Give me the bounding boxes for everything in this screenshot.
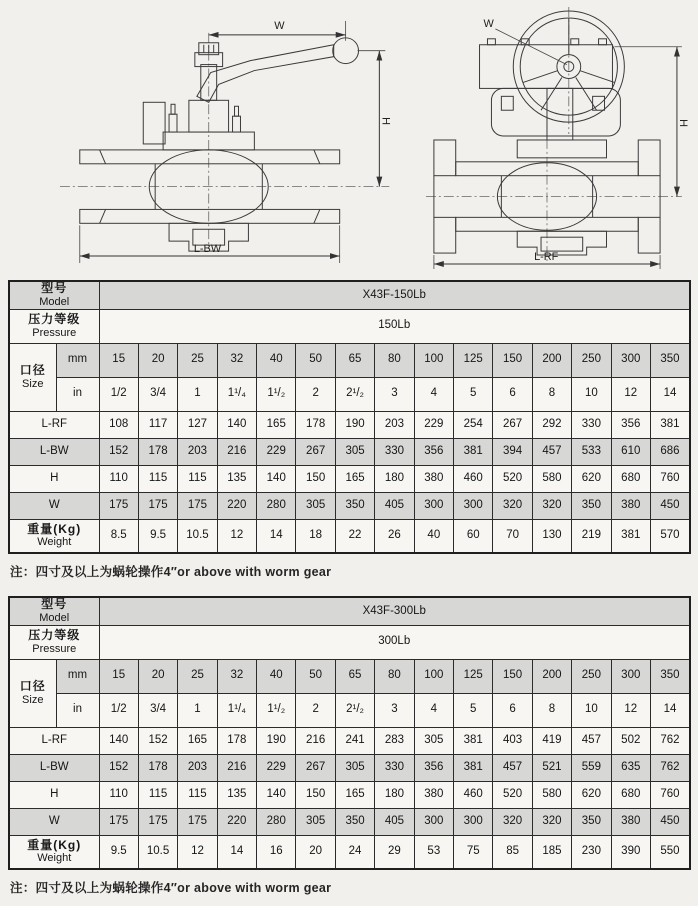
value-cell: 203 xyxy=(178,438,217,465)
size-in-cell: 1/2 xyxy=(99,693,138,727)
value-cell: 175 xyxy=(178,808,217,835)
value-cell: 175 xyxy=(99,492,138,519)
value-cell: 305 xyxy=(335,754,374,781)
value-cell: 380 xyxy=(414,781,453,808)
model-header-cell: 型号 Model xyxy=(9,597,99,625)
value-cell: 390 xyxy=(611,835,650,869)
size-mm-cell: 32 xyxy=(217,659,256,693)
valve-body-top-wall xyxy=(80,150,340,164)
value-cell: 762 xyxy=(650,754,690,781)
value-cell: 14 xyxy=(257,519,296,553)
value-cell: 178 xyxy=(138,754,177,781)
value-cell: 520 xyxy=(493,781,532,808)
size-in-cell: 3/4 xyxy=(138,377,177,411)
value-cell: 178 xyxy=(296,411,335,438)
value-cell: 70 xyxy=(493,519,532,553)
value-cell: 152 xyxy=(99,438,138,465)
value-cell: 457 xyxy=(493,754,532,781)
size-mm-cell: 50 xyxy=(296,343,335,377)
size-mm-cell: 250 xyxy=(572,343,611,377)
value-cell: 267 xyxy=(296,438,335,465)
value-cell: 350 xyxy=(572,808,611,835)
size-in-cell: 3/4 xyxy=(138,693,177,727)
size-mm-cell: 50 xyxy=(296,659,335,693)
value-cell: 40 xyxy=(414,519,453,553)
handle-knob xyxy=(333,38,359,64)
value-cell: 381 xyxy=(454,727,493,754)
value-cell: 165 xyxy=(178,727,217,754)
size-in-cell: 5 xyxy=(454,377,493,411)
value-cell: 229 xyxy=(414,411,453,438)
size-mm-cell: 350 xyxy=(650,659,690,693)
value-cell: 175 xyxy=(99,808,138,835)
value-cell: 135 xyxy=(217,465,256,492)
value-cell: 380 xyxy=(611,492,650,519)
row-label-cell: L-RF xyxy=(9,411,99,438)
row-label-cell: L-BW xyxy=(9,438,99,465)
value-cell: 190 xyxy=(335,411,374,438)
value-cell: 300 xyxy=(414,492,453,519)
value-cell: 521 xyxy=(532,754,571,781)
value-cell: 686 xyxy=(650,438,690,465)
value-cell: 115 xyxy=(178,781,217,808)
size-in-cell: 8 xyxy=(532,693,571,727)
size-in-cell: 14 xyxy=(650,693,690,727)
value-cell: 10.5 xyxy=(138,835,177,869)
value-cell: 180 xyxy=(375,465,414,492)
spec-table xyxy=(8,596,691,870)
size-in-cell: 5 xyxy=(454,693,493,727)
value-cell: 115 xyxy=(178,465,217,492)
value-cell: 330 xyxy=(375,754,414,781)
value-cell: 117 xyxy=(138,411,177,438)
value-cell: 267 xyxy=(296,754,335,781)
size-mm-cell: 300 xyxy=(611,659,650,693)
value-cell: 300 xyxy=(454,492,493,519)
value-cell: 185 xyxy=(532,835,571,869)
value-cell: 127 xyxy=(178,411,217,438)
dim-label-lbw: L-BW xyxy=(193,243,222,256)
size-mm-cell: 65 xyxy=(335,659,374,693)
value-cell: 305 xyxy=(296,808,335,835)
model-value-cell: X43F-150Lb xyxy=(99,281,690,309)
value-cell: 254 xyxy=(454,411,493,438)
stop-bracket xyxy=(143,102,165,144)
value-cell: 110 xyxy=(99,781,138,808)
size-mm-cell: 65 xyxy=(335,343,374,377)
pressure-value-cell: 150Lb xyxy=(99,309,690,343)
value-cell: 130 xyxy=(532,519,571,553)
value-cell: 140 xyxy=(217,411,256,438)
value-cell: 502 xyxy=(611,727,650,754)
value-cell: 135 xyxy=(217,781,256,808)
value-cell: 520 xyxy=(493,465,532,492)
value-cell: 394 xyxy=(493,438,532,465)
size-mm-cell: 125 xyxy=(454,659,493,693)
row-label-cell: L-RF xyxy=(9,727,99,754)
left-flange xyxy=(434,140,456,176)
value-cell: 350 xyxy=(335,808,374,835)
value-cell: 762 xyxy=(650,727,690,754)
row-label-cell: H xyxy=(9,465,99,492)
value-cell: 300 xyxy=(454,808,493,835)
value-cell: 403 xyxy=(493,727,532,754)
value-cell: 635 xyxy=(611,754,650,781)
value-cell: 320 xyxy=(493,492,532,519)
size-mm-cell: 15 xyxy=(99,343,138,377)
size-in-cell: 1¹/₄ xyxy=(217,693,256,727)
value-cell: 108 xyxy=(99,411,138,438)
size-in-cell: 2¹/₂ xyxy=(335,377,374,411)
row-label-cell: H xyxy=(9,781,99,808)
value-cell: 380 xyxy=(611,808,650,835)
value-cell: 152 xyxy=(99,754,138,781)
row-label-cell: 重量(Kg) Weight xyxy=(9,835,99,869)
value-cell: 405 xyxy=(375,808,414,835)
value-cell: 280 xyxy=(257,492,296,519)
value-cell: 229 xyxy=(257,438,296,465)
value-cell: 75 xyxy=(454,835,493,869)
worm-gearbox xyxy=(480,45,613,89)
value-cell: 175 xyxy=(178,492,217,519)
size-mm-cell: 80 xyxy=(375,343,414,377)
value-cell: 305 xyxy=(296,492,335,519)
value-cell: 230 xyxy=(572,835,611,869)
size-mm-cell: 25 xyxy=(178,343,217,377)
valve-body-bottom-wall xyxy=(80,209,340,223)
value-cell: 53 xyxy=(414,835,453,869)
pressure-header-cell: 压力等级 Pressure xyxy=(9,309,99,343)
size-mm-cell: 25 xyxy=(178,659,217,693)
unit-mm-cell: mm xyxy=(56,659,99,693)
value-cell: 216 xyxy=(296,727,335,754)
dim-label-lrf: L-RF xyxy=(534,251,559,264)
size-in-cell: 1 xyxy=(178,377,217,411)
value-cell: 350 xyxy=(335,492,374,519)
value-cell: 178 xyxy=(217,727,256,754)
value-cell: 175 xyxy=(138,808,177,835)
model-header-cell: 型号 Model xyxy=(9,281,99,309)
size-in-cell: 1 xyxy=(178,693,217,727)
value-cell: 267 xyxy=(493,411,532,438)
right-flange xyxy=(638,140,660,176)
value-cell: 330 xyxy=(572,411,611,438)
size-in-cell: 1/2 xyxy=(99,377,138,411)
value-cell: 216 xyxy=(217,438,256,465)
value-cell: 620 xyxy=(572,781,611,808)
size-mm-cell: 200 xyxy=(532,343,571,377)
value-cell: 203 xyxy=(375,411,414,438)
value-cell: 190 xyxy=(257,727,296,754)
value-cell: 165 xyxy=(335,465,374,492)
value-cell: 760 xyxy=(650,465,690,492)
size-mm-cell: 20 xyxy=(138,343,177,377)
value-cell: 320 xyxy=(493,808,532,835)
value-cell: 533 xyxy=(572,438,611,465)
size-in-cell: 10 xyxy=(572,693,611,727)
value-cell: 356 xyxy=(414,438,453,465)
value-cell: 8.5 xyxy=(99,519,138,553)
spec-table-150lb xyxy=(8,280,698,554)
size-in-cell: 4 xyxy=(414,693,453,727)
value-cell: 305 xyxy=(335,438,374,465)
value-cell: 18 xyxy=(296,519,335,553)
size-in-cell: 14 xyxy=(650,377,690,411)
size-in-cell: 6 xyxy=(493,377,532,411)
value-cell: 580 xyxy=(532,465,571,492)
value-cell: 292 xyxy=(532,411,571,438)
value-cell: 140 xyxy=(99,727,138,754)
size-in-cell: 12 xyxy=(611,377,650,411)
value-cell: 12 xyxy=(217,519,256,553)
unit-in-cell: in xyxy=(56,377,99,411)
size-mm-cell: 125 xyxy=(454,343,493,377)
model-value-cell: X43F-300Lb xyxy=(99,597,690,625)
value-cell: 16 xyxy=(257,835,296,869)
size-in-cell: 6 xyxy=(493,693,532,727)
value-cell: 457 xyxy=(572,727,611,754)
value-cell: 559 xyxy=(572,754,611,781)
size-in-cell: 2 xyxy=(296,377,335,411)
value-cell: 280 xyxy=(257,808,296,835)
value-cell: 405 xyxy=(375,492,414,519)
value-cell: 620 xyxy=(572,465,611,492)
value-cell: 283 xyxy=(375,727,414,754)
value-cell: 115 xyxy=(138,465,177,492)
value-cell: 381 xyxy=(454,754,493,781)
size-header-cell: 口径 Size xyxy=(9,343,56,411)
size-mm-cell: 300 xyxy=(611,343,650,377)
value-cell: 14 xyxy=(217,835,256,869)
value-cell: 26 xyxy=(375,519,414,553)
value-cell: 680 xyxy=(611,781,650,808)
size-in-cell: 8 xyxy=(532,377,571,411)
value-cell: 115 xyxy=(138,781,177,808)
pressure-header-cell: 压力等级 Pressure xyxy=(9,625,99,659)
value-cell: 203 xyxy=(178,754,217,781)
size-mm-cell: 40 xyxy=(257,343,296,377)
value-cell: 300 xyxy=(414,808,453,835)
value-cell: 305 xyxy=(414,727,453,754)
value-cell: 320 xyxy=(532,808,571,835)
value-cell: 680 xyxy=(611,465,650,492)
dim-label-h: H xyxy=(379,117,392,126)
value-cell: 180 xyxy=(375,781,414,808)
value-cell: 760 xyxy=(650,781,690,808)
value-cell: 60 xyxy=(454,519,493,553)
value-cell: 356 xyxy=(414,754,453,781)
value-cell: 350 xyxy=(572,492,611,519)
value-cell: 450 xyxy=(650,808,690,835)
row-label-cell: W xyxy=(9,808,99,835)
size-in-cell: 2 xyxy=(296,693,335,727)
value-cell: 9.5 xyxy=(138,519,177,553)
size-in-cell: 1¹/₂ xyxy=(257,377,296,411)
size-mm-cell: 20 xyxy=(138,659,177,693)
value-cell: 229 xyxy=(257,754,296,781)
lever-handle xyxy=(197,45,334,103)
size-mm-cell: 100 xyxy=(414,659,453,693)
value-cell: 110 xyxy=(99,465,138,492)
value-cell: 330 xyxy=(375,438,414,465)
table-note-300lb: 注：四寸及以上为蜗轮操作4″or above with worm gear xyxy=(10,881,332,895)
size-in-cell: 2¹/₂ xyxy=(335,693,374,727)
value-cell: 165 xyxy=(335,781,374,808)
drawings-row xyxy=(0,0,698,272)
size-mm-cell: 100 xyxy=(414,343,453,377)
size-mm-cell: 250 xyxy=(572,659,611,693)
table-note-150lb: 注：四寸及以上为蜗轮操作4″or above with worm gear xyxy=(10,565,332,579)
value-cell: 150 xyxy=(296,781,335,808)
dim-label-h: H xyxy=(677,119,690,128)
row-label-cell: L-BW xyxy=(9,754,99,781)
value-cell: 140 xyxy=(257,781,296,808)
value-cell: 320 xyxy=(532,492,571,519)
value-cell: 450 xyxy=(650,492,690,519)
value-cell: 220 xyxy=(217,808,256,835)
value-cell: 219 xyxy=(572,519,611,553)
size-in-cell: 12 xyxy=(611,693,650,727)
value-cell: 457 xyxy=(532,438,571,465)
dim-label-w: W xyxy=(483,17,495,30)
row-label-cell: W xyxy=(9,492,99,519)
value-cell: 356 xyxy=(611,411,650,438)
value-cell: 381 xyxy=(611,519,650,553)
value-cell: 460 xyxy=(454,781,493,808)
value-cell: 460 xyxy=(454,465,493,492)
value-cell: 9.5 xyxy=(99,835,138,869)
value-cell: 241 xyxy=(335,727,374,754)
value-cell: 175 xyxy=(138,492,177,519)
value-cell: 220 xyxy=(217,492,256,519)
value-cell: 29 xyxy=(375,835,414,869)
value-cell: 20 xyxy=(296,835,335,869)
size-in-cell: 3 xyxy=(375,377,414,411)
value-cell: 150 xyxy=(296,465,335,492)
value-cell: 140 xyxy=(257,465,296,492)
value-cell: 419 xyxy=(532,727,571,754)
value-cell: 12 xyxy=(178,835,217,869)
value-cell: 152 xyxy=(138,727,177,754)
value-cell: 550 xyxy=(650,835,690,869)
size-mm-cell: 80 xyxy=(375,659,414,693)
value-cell: 216 xyxy=(217,754,256,781)
value-cell: 85 xyxy=(493,835,532,869)
size-mm-cell: 15 xyxy=(99,659,138,693)
valve-drawing-lever xyxy=(52,4,394,272)
value-cell: 580 xyxy=(532,781,571,808)
value-cell: 570 xyxy=(650,519,690,553)
size-mm-cell: 40 xyxy=(257,659,296,693)
row-label-cell: 重量(Kg) Weight xyxy=(9,519,99,553)
size-mm-cell: 350 xyxy=(650,343,690,377)
size-in-cell: 3 xyxy=(375,693,414,727)
size-mm-cell: 32 xyxy=(217,343,256,377)
size-header-cell: 口径 Size xyxy=(9,659,56,727)
value-cell: 380 xyxy=(414,465,453,492)
value-cell: 165 xyxy=(257,411,296,438)
size-in-cell: 10 xyxy=(572,377,611,411)
size-mm-cell: 150 xyxy=(493,659,532,693)
size-in-cell: 4 xyxy=(414,377,453,411)
value-cell: 178 xyxy=(138,438,177,465)
valve-drawing-worm-gear xyxy=(422,4,698,272)
value-cell: 381 xyxy=(454,438,493,465)
size-mm-cell: 200 xyxy=(532,659,571,693)
dim-label-w: W xyxy=(274,19,285,32)
unit-mm-cell: mm xyxy=(56,343,99,377)
value-cell: 381 xyxy=(650,411,690,438)
gland-flange xyxy=(517,140,606,158)
size-mm-cell: 150 xyxy=(493,343,532,377)
spec-table xyxy=(8,280,691,554)
value-cell: 10.5 xyxy=(178,519,217,553)
unit-in-cell: in xyxy=(56,693,99,727)
size-in-cell: 1¹/₄ xyxy=(217,377,256,411)
pressure-value-cell: 300Lb xyxy=(99,625,690,659)
spec-table-300lb xyxy=(8,596,698,870)
size-in-cell: 1¹/₂ xyxy=(257,693,296,727)
value-cell: 610 xyxy=(611,438,650,465)
value-cell: 22 xyxy=(335,519,374,553)
value-cell: 24 xyxy=(335,835,374,869)
